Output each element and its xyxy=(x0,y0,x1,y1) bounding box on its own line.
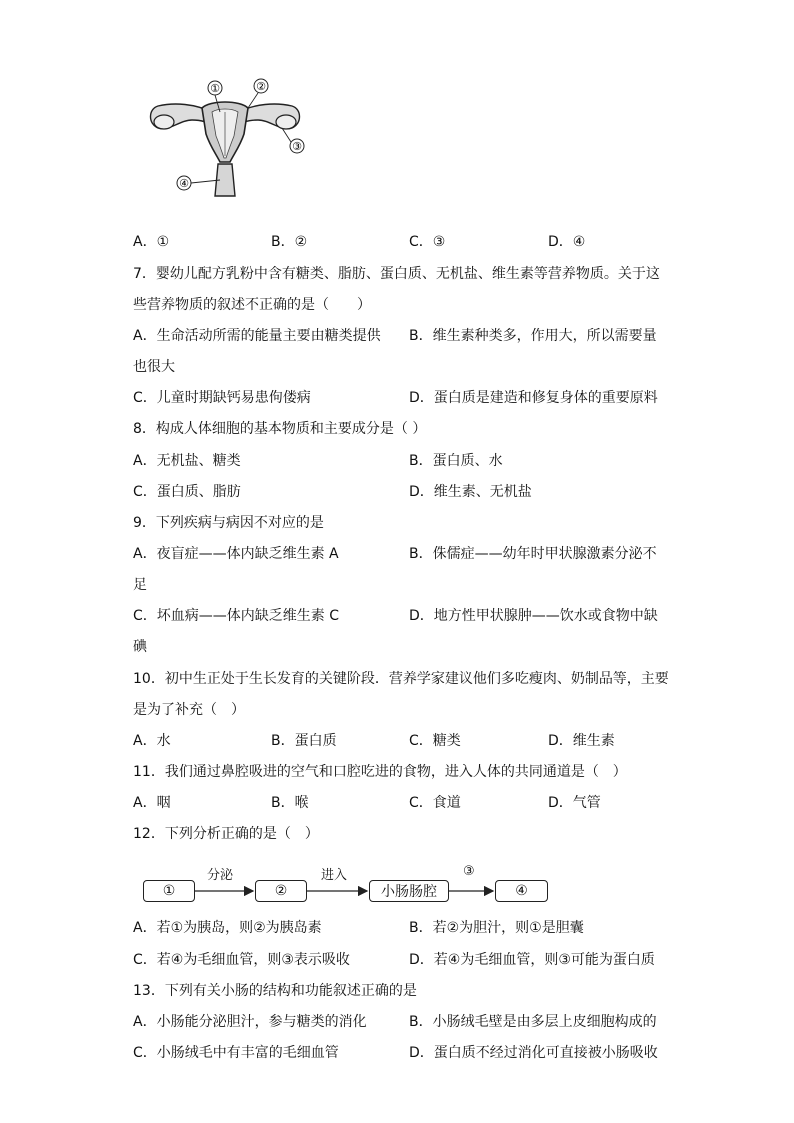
q8-option-c[interactable]: C．蛋白质、脂肪 xyxy=(133,484,241,500)
q9-stem: 9．下列疾病与病因不对应的是 xyxy=(133,515,324,531)
q11-option-a[interactable]: A．咽 xyxy=(133,795,171,811)
q7-option-d[interactable]: D．蛋白质是建造和修复身体的重要原料 xyxy=(409,390,658,406)
q8-stem: 8．构成人体细胞的基本物质和主要成分是（ ） xyxy=(133,421,427,437)
flow-label-3: ③ xyxy=(463,864,475,879)
q6-option-c[interactable]: C．③ xyxy=(409,234,446,250)
q11-stem: 11．我们通过鼻腔吸进的空气和口腔吃进的食物，进入人体的共同通道是（ ） xyxy=(133,764,627,780)
label-1: ① xyxy=(210,82,220,95)
q12-option-b[interactable]: B．若②为胆汁，则①是胆囊 xyxy=(409,920,584,936)
q10-option-d[interactable]: D．维生素 xyxy=(548,733,615,749)
q9-option-a[interactable]: A．夜盲症——体内缺乏维生素 A xyxy=(133,546,339,562)
q8-option-a[interactable]: A．无机盐、糖类 xyxy=(133,453,241,469)
q9-option-d[interactable]: D．地方性甲状腺肿——饮水或食物中缺 xyxy=(409,608,658,624)
q11-option-d[interactable]: D．气管 xyxy=(548,795,601,811)
q13-option-a[interactable]: A．小肠能分泌胆汁，参与糖类的消化 xyxy=(133,1014,367,1030)
q10-option-c[interactable]: C．糖类 xyxy=(409,733,461,749)
q13-option-c[interactable]: C．小肠绒毛中有丰富的毛细血管 xyxy=(133,1045,339,1061)
flow-label-enter: 进入 xyxy=(321,868,348,883)
label-2: ② xyxy=(256,80,266,93)
q12-option-d[interactable]: D．若④为毛细血管，则③可能为蛋白质 xyxy=(409,952,655,968)
q7-option-c[interactable]: C．儿童时期缺钙易患佝偻病 xyxy=(133,390,311,406)
q7-option-a[interactable]: A．生命活动所需的能量主要由糖类提供 xyxy=(133,328,381,344)
q9-option-d-cont: 碘 xyxy=(133,639,147,655)
q9-option-c[interactable]: C．坏血病——体内缺乏维生素 C xyxy=(133,608,340,624)
q11-option-c[interactable]: C．食道 xyxy=(409,795,461,811)
q12-option-a[interactable]: A．若①为胰岛，则②为胰岛素 xyxy=(133,920,322,936)
q7-stem-line1: 7．婴幼儿配方乳粉中含有糖类、脂肪、蛋白质、无机盐、维生素等营养物质。关于这 xyxy=(133,266,660,282)
flow-box-4: ④ xyxy=(495,880,548,902)
q12-stem: 12．下列分析正确的是（ ） xyxy=(133,826,319,842)
q6-option-a[interactable]: A．① xyxy=(133,234,170,250)
q13-option-b[interactable]: B．小肠绒毛壁是由多层上皮细胞构成的 xyxy=(409,1014,657,1030)
q9-option-b[interactable]: B．侏儒症——幼年时甲状腺激素分泌不 xyxy=(409,546,657,562)
q6-option-d[interactable]: D．④ xyxy=(548,234,586,250)
flow-box-3: 小肠肠腔 xyxy=(369,880,449,902)
q7-option-b[interactable]: B．维生素种类多，作用大，所以需要量 xyxy=(409,328,657,344)
q13-stem: 13．下列有关小肠的结构和功能叙述正确的是 xyxy=(133,983,417,999)
q13-option-d[interactable]: D．蛋白质不经过消化可直接被小肠吸收 xyxy=(409,1045,658,1061)
label-3: ③ xyxy=(292,140,302,153)
q10-stem-line1: 10．初中生正处于生长发育的关键阶段．营养学家建议他们多吃瘦肉、奶制品等，主要 xyxy=(133,671,669,687)
uterus-diagram xyxy=(140,76,310,198)
q10-option-a[interactable]: A．水 xyxy=(133,733,171,749)
q10-stem-line2: 是为了补充（ ） xyxy=(133,702,245,718)
flow-box-2: ② xyxy=(255,880,307,902)
flow-box-1: ① xyxy=(143,880,195,902)
q11-option-b[interactable]: B．喉 xyxy=(271,795,309,811)
q8-option-d[interactable]: D．维生素、无机盐 xyxy=(409,484,532,500)
q12-option-c[interactable]: C．若④为毛细血管，则③表示吸收 xyxy=(133,952,350,968)
q7-stem-line2: 些营养物质的叙述不正确的是（ ） xyxy=(133,297,371,313)
q12-flow-diagram xyxy=(143,864,548,904)
q10-option-b[interactable]: B．蛋白质 xyxy=(271,733,337,749)
q7-option-b-cont: 也很大 xyxy=(133,359,175,375)
flow-label-secrete: 分泌 xyxy=(207,868,234,883)
q8-option-b[interactable]: B．蛋白质、水 xyxy=(409,453,503,469)
q6-option-b[interactable]: B．② xyxy=(271,234,308,250)
label-4: ④ xyxy=(179,177,189,190)
q9-option-b-cont: 足 xyxy=(133,577,147,593)
